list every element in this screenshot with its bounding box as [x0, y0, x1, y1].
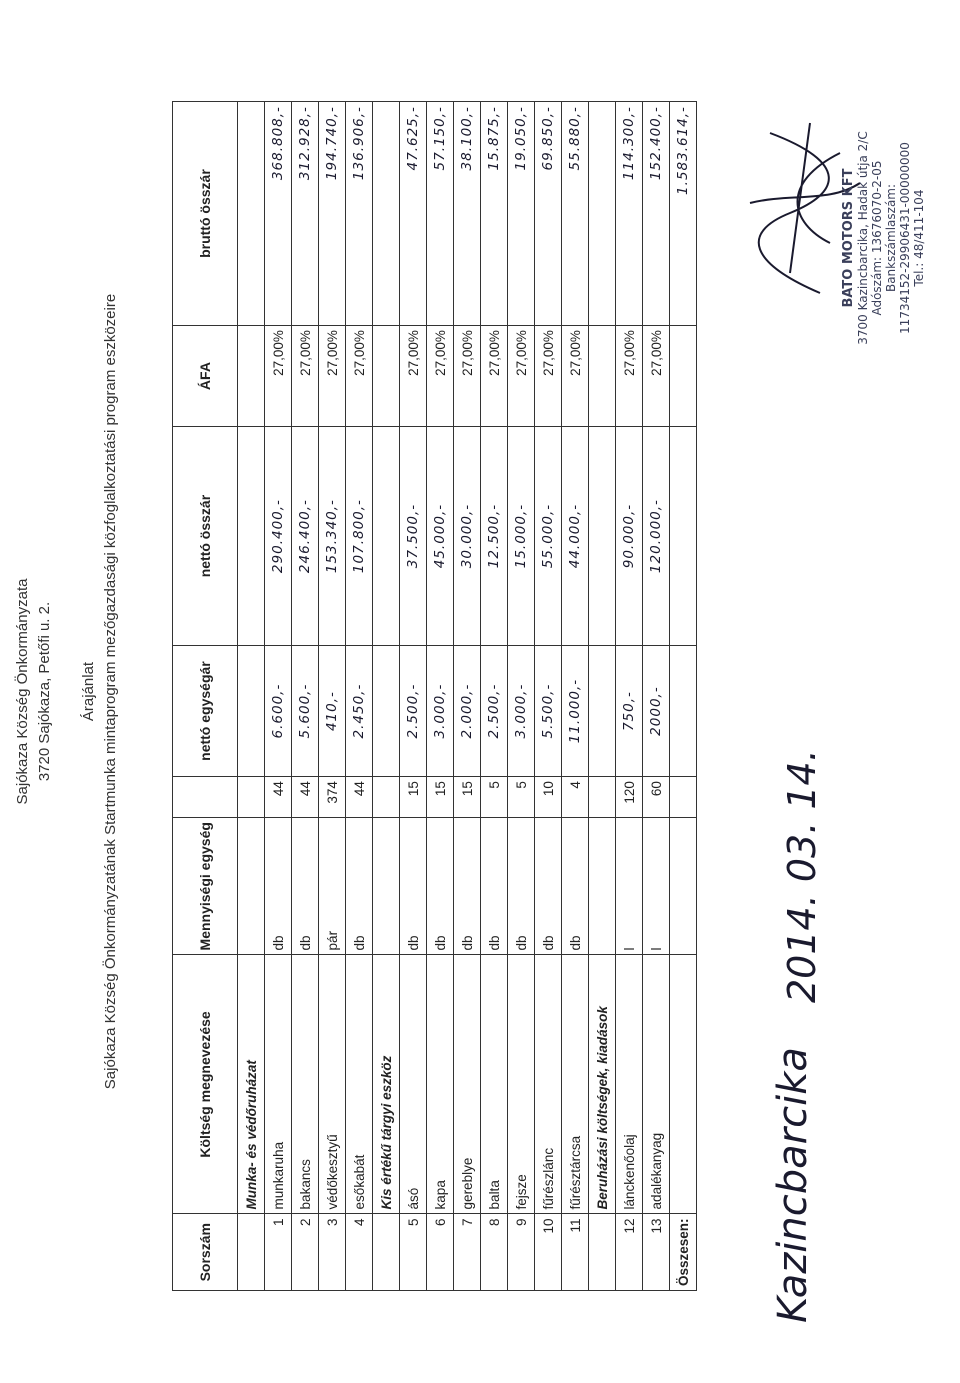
row-net-price: 37.500,-: [400, 427, 427, 646]
row-qty: 5: [481, 777, 508, 818]
section-title: Kis értékű tárgyi eszköz: [373, 955, 400, 1214]
row-unit: pár: [319, 818, 346, 955]
section-title: Beruházási költségek, kiadások: [589, 955, 616, 1214]
section-row: [238, 102, 265, 1291]
section-blank: [238, 646, 265, 777]
section-row: [373, 102, 400, 1291]
row-net-price: 55.000,-: [535, 427, 562, 646]
col-netto: nettó összár: [173, 427, 238, 646]
row-qty: 15: [400, 777, 427, 818]
row-gross-price: 69.850,-: [535, 102, 562, 326]
row-vat: 27,00%: [265, 326, 292, 427]
col-brutto: bruttó összár: [173, 102, 238, 326]
table-row: [400, 102, 427, 1291]
row-name: bakancs: [292, 955, 319, 1214]
row-number: 1: [265, 1214, 292, 1291]
row-vat: 27,00%: [508, 326, 535, 427]
row-unit-price: 5.600,-: [292, 646, 319, 777]
row-net-price: 12.500,-: [481, 427, 508, 646]
section-blank: [589, 818, 616, 955]
row-name: kapa: [427, 955, 454, 1214]
table-row: [616, 102, 643, 1291]
row-unit: db: [265, 818, 292, 955]
total-blank: [670, 777, 697, 818]
row-qty: 15: [427, 777, 454, 818]
row-unit-price: 750,-: [616, 646, 643, 777]
table-body: [238, 102, 697, 1291]
row-number: 4: [346, 1214, 373, 1291]
row-net-price: 45.000,-: [427, 427, 454, 646]
row-unit: l: [643, 818, 670, 955]
row-qty: 120: [616, 777, 643, 818]
row-gross-price: 15.875,-: [481, 102, 508, 326]
row-gross-price: 312.928,-: [292, 102, 319, 326]
section-blank: [589, 646, 616, 777]
col-egyseg: Mennyiségi egység: [173, 818, 238, 955]
section-blank: [373, 818, 400, 955]
section-blank: [589, 777, 616, 818]
company-stamp: [842, 103, 926, 373]
section-blank: [589, 427, 616, 646]
row-unit-price: 6.600,-: [265, 646, 292, 777]
section-blank: [589, 326, 616, 427]
row-unit: db: [400, 818, 427, 955]
row-vat: 27,00%: [319, 326, 346, 427]
total-label: Összesen:: [670, 1214, 697, 1291]
row-vat: 27,00%: [427, 326, 454, 427]
row-gross-price: 38.100,-: [454, 102, 481, 326]
row-name: fűrészlánc: [535, 955, 562, 1214]
col-egysegar: nettó egységár: [173, 646, 238, 777]
row-vat: 27,00%: [292, 326, 319, 427]
row-gross-price: 19.050,-: [508, 102, 535, 326]
row-unit: db: [346, 818, 373, 955]
row-number: 3: [319, 1214, 346, 1291]
row-gross-price: 57.150,-: [427, 102, 454, 326]
table-row: [643, 102, 670, 1291]
row-name: munkaruha: [265, 955, 292, 1214]
row-net-price: 30.000,-: [454, 427, 481, 646]
handwritten-date: 2014. 03. 14.: [780, 749, 824, 1003]
table-row: [535, 102, 562, 1291]
table-row: [481, 102, 508, 1291]
row-vat: 27,00%: [481, 326, 508, 427]
quote-table: [172, 101, 697, 1291]
row-name: esőkabát: [346, 955, 373, 1214]
stamp-bank-label: Bankszámlaszám:: [884, 183, 898, 293]
row-unit-price: 2.000,-: [454, 646, 481, 777]
row-unit-price: 2.500,-: [400, 646, 427, 777]
section-blank: [589, 102, 616, 326]
row-number: 9: [508, 1214, 535, 1291]
row-unit-price: 2.500,-: [481, 646, 508, 777]
row-gross-price: 114.300,-: [616, 102, 643, 326]
section-blank: [373, 777, 400, 818]
org-address: 3720 Sajókaza, Petőfi u. 2.: [36, 601, 53, 782]
row-unit: l: [616, 818, 643, 955]
row-net-price: 120.000,-: [643, 427, 670, 646]
row-unit-price: 2.450,-: [346, 646, 373, 777]
handwritten-place: Kazincbarcika: [770, 1047, 816, 1323]
section-title: Munka- és védőruházat: [238, 955, 265, 1214]
row-name: lánckenőolaj: [616, 955, 643, 1214]
col-qty: [173, 777, 238, 818]
row-qty: 5: [508, 777, 535, 818]
row-name: fejsze: [508, 955, 535, 1214]
total-blank: [670, 326, 697, 427]
section-blank: [373, 427, 400, 646]
row-vat: 27,00%: [454, 326, 481, 427]
row-unit: db: [535, 818, 562, 955]
row-vat: 27,00%: [400, 326, 427, 427]
row-gross-price: 152.400,-: [643, 102, 670, 326]
row-gross-price: 136.906,-: [346, 102, 373, 326]
col-sorszam: Sorszám: [173, 1214, 238, 1291]
section-row: [589, 102, 616, 1291]
total-gross: 1.583.614,-: [670, 102, 697, 326]
table-row: [346, 102, 373, 1291]
row-net-price: 44.000,-: [562, 427, 589, 646]
row-number: 2: [292, 1214, 319, 1291]
row-unit-price: 3.000,-: [427, 646, 454, 777]
row-qty: 44: [265, 777, 292, 818]
stamp-tax: Adószám: 13676070-2-05: [870, 160, 884, 316]
section-blank: [238, 1214, 265, 1291]
row-qty: 44: [346, 777, 373, 818]
row-number: 12: [616, 1214, 643, 1291]
row-net-price: 290.400,-: [265, 427, 292, 646]
row-unit-price: 2000,-: [643, 646, 670, 777]
row-name: fűrésztárcsa: [562, 955, 589, 1214]
row-unit-price: 3.000,-: [508, 646, 535, 777]
row-unit: db: [454, 818, 481, 955]
section-blank: [373, 102, 400, 326]
section-blank: [373, 646, 400, 777]
row-unit-price: 11.000,-: [562, 646, 589, 777]
section-blank: [238, 777, 265, 818]
section-blank: [373, 1214, 400, 1291]
table-row: [508, 102, 535, 1291]
row-number: 10: [535, 1214, 562, 1291]
table-row: [454, 102, 481, 1291]
section-blank: [238, 326, 265, 427]
row-vat: 27,00%: [643, 326, 670, 427]
table-row: [427, 102, 454, 1291]
row-unit: db: [427, 818, 454, 955]
row-name: gereblye: [454, 955, 481, 1214]
row-qty: 60: [643, 777, 670, 818]
col-megnevezes: Költség megnevezése: [173, 955, 238, 1214]
total-blank: [670, 427, 697, 646]
stamp-address: 3700 Kazincbarcika, Hadak útja 2/C: [856, 131, 870, 345]
org-name: Sajókaza Község Önkormányzata: [14, 578, 31, 805]
section-blank: [238, 818, 265, 955]
table-header-row: [173, 102, 238, 1291]
row-qty: 44: [292, 777, 319, 818]
doc-title: Árajánlat: [80, 661, 97, 722]
section-blank: [589, 1214, 616, 1291]
section-blank: [238, 102, 265, 326]
stamp-company: BATO MOTORS KFT: [841, 168, 856, 308]
row-qty: 10: [535, 777, 562, 818]
row-net-price: 107.800,-: [346, 427, 373, 646]
row-qty: 374: [319, 777, 346, 818]
total-blank: [670, 818, 697, 955]
row-net-price: 153.340,-: [319, 427, 346, 646]
doc-subtitle: Sajókaza Község Önkormányzatának Startmunka mintaprogram mezőgazdasági közfoglalkoztatási program eszközeire: [102, 293, 119, 1090]
section-blank: [373, 326, 400, 427]
row-number: 6: [427, 1214, 454, 1291]
row-gross-price: 47.625,-: [400, 102, 427, 326]
row-vat: 27,00%: [616, 326, 643, 427]
row-name: adalékanyag: [643, 955, 670, 1214]
row-net-price: 15.000,-: [508, 427, 535, 646]
row-unit: db: [292, 818, 319, 955]
total-blank: [670, 646, 697, 777]
col-afa: ÁFA: [173, 326, 238, 427]
table-row: [265, 102, 292, 1291]
row-vat: 27,00%: [535, 326, 562, 427]
row-net-price: 246.400,-: [292, 427, 319, 646]
total-blank: [670, 955, 697, 1214]
row-unit-price: 5.500,-: [535, 646, 562, 777]
row-qty: 4: [562, 777, 589, 818]
total-row: [670, 102, 697, 1291]
row-number: 11: [562, 1214, 589, 1291]
row-number: 8: [481, 1214, 508, 1291]
row-number: 7: [454, 1214, 481, 1291]
row-gross-price: 55.880,-: [562, 102, 589, 326]
row-name: védőkesztyű: [319, 955, 346, 1214]
row-unit: db: [562, 818, 589, 955]
row-net-price: 90.000,-: [616, 427, 643, 646]
row-name: balta: [481, 955, 508, 1214]
row-unit: db: [508, 818, 535, 955]
row-vat: 27,00%: [562, 326, 589, 427]
row-number: 13: [643, 1214, 670, 1291]
table-row: [562, 102, 589, 1291]
section-blank: [238, 427, 265, 646]
row-unit-price: 410,-: [319, 646, 346, 777]
table-row: [292, 102, 319, 1291]
row-unit: db: [481, 818, 508, 955]
stamp-bank: 11734152-29906431-00000000: [898, 142, 912, 334]
row-name: ásó: [400, 955, 427, 1214]
stamp-phone: Tel.: 48/411-104: [912, 189, 926, 287]
row-gross-price: 194.740,-: [319, 102, 346, 326]
row-gross-price: 368.808,-: [265, 102, 292, 326]
row-vat: 27,00%: [346, 326, 373, 427]
row-number: 5: [400, 1214, 427, 1291]
table-row: [319, 102, 346, 1291]
row-qty: 15: [454, 777, 481, 818]
